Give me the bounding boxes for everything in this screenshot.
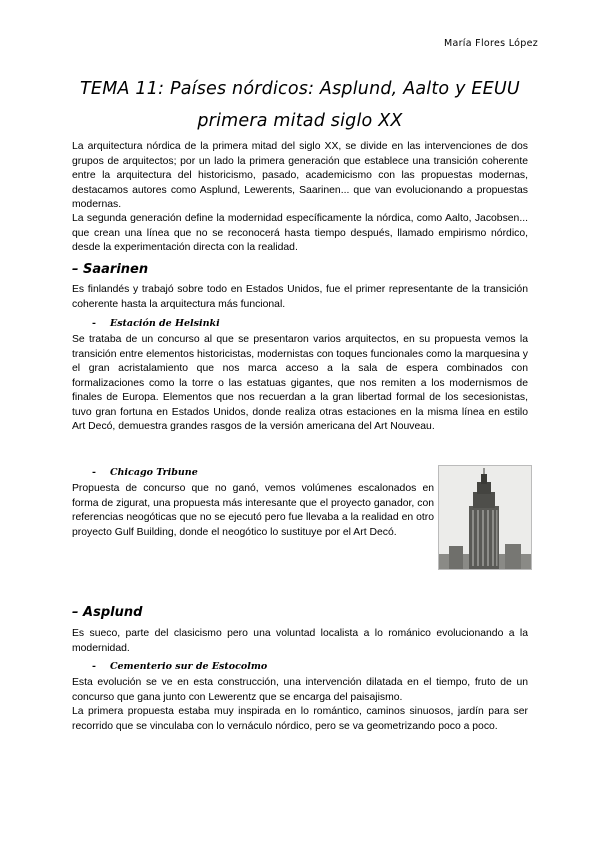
section-heading-saarinen: – Saarinen xyxy=(72,262,149,277)
skyscraper-illustration xyxy=(439,466,531,569)
document-title-line2: primera mitad siglo XX xyxy=(197,111,403,131)
cementerio-paragraph-1: Esta evolución se ve en esta construcción, una intervención dilatada en el tiempo, fruto de un concurso que gana junto con Lewerentz que se encarga del paisajismo. xyxy=(72,677,528,703)
cementerio-paragraph-2: La primera propuesta estaba muy inspirada en lo romántico, caminos sinuosos, jardín para ser recorrido que se vinculaba con lo vernáculo nórdico, pero se va geometrizando poco a poco. xyxy=(72,706,528,732)
asplund-paragraph: Es sueco, parte del clasicismo pero una voluntad localista a lo románico evolucionando a la modernidad. xyxy=(72,628,528,654)
intro-paragraph-2: La segunda generación define la modernidad específicamente la nórdica, como Aalto, Jacobsen... que crean una línea que no se reconocerá hasta tiempo después, llamado empirismo nórdico, desde la experimentación directa con la realidad. xyxy=(72,213,528,253)
subheading-chicago-tribune: - Chicago Tribune xyxy=(92,467,198,478)
chicago-paragraph: Propuesta de concurso que no ganó, vemos volúmenes escalonados en forma de zigurat, una propuesta más interesante que el proyecto ganador, con referencias neogóticas que no se ejecutó pero fue llevaba a la realidad en otro proyecto Gulf Building, donde el neogótico lo sustituye por el Art Decó. xyxy=(72,483,434,538)
saarinen-paragraph: Es finlandés y trabajó sobre todo en Estados Unidos, fue el primer representante de la transición coherente hasta la arquitectura más funcional. xyxy=(72,284,528,310)
subheading-cementerio-sur: - Cementerio sur de Estocolmo xyxy=(92,661,268,672)
author-name: María Flores López xyxy=(443,38,538,49)
chicago-tribune-image xyxy=(438,465,532,570)
document-title-line1: TEMA 11: Países nórdicos: Asplund, Aalto y EEUU xyxy=(80,79,520,99)
subheading-estacion-helsinki: - Estación de Helsinki xyxy=(92,318,220,329)
section-heading-asplund: – Asplund xyxy=(72,605,143,620)
helsinki-paragraph: Se trataba de un concurso al que se presentaron varios arquitectos, en su propuesta vemos la transición entre elementos historicistas, modernistas con toques funcionales como la marquesina y el gran acristalamiento que nos marca acceso a la sala de espera combinados con formalizaciones como la torre o las estatuas gigantes, que nos remiten a los modernismos de finales de Europa. Elementos que nos recuerdan a la gran libertad formal de los secesionistas, tuvo gran fortuna en Estados Unidos, donde realiza otras estaciones en la misma línea en estilo Art Decó, demuestra grandes rasgos de la versión americana del Art Nouveau. xyxy=(72,334,528,432)
intro-paragraph-1: La arquitectura nórdica de la primera mitad del siglo XX, se divide en las intervenciones de dos grupos de arquitectos; por un lado la primera generación que establece una transición coherente entre la arquitectura del historicismo, pasado, academicismo con las propuestas modernas, destacamos autores como Asplund, Lewerents, Saarinen... que van evolucionando a propuestas modernas. xyxy=(72,141,528,210)
